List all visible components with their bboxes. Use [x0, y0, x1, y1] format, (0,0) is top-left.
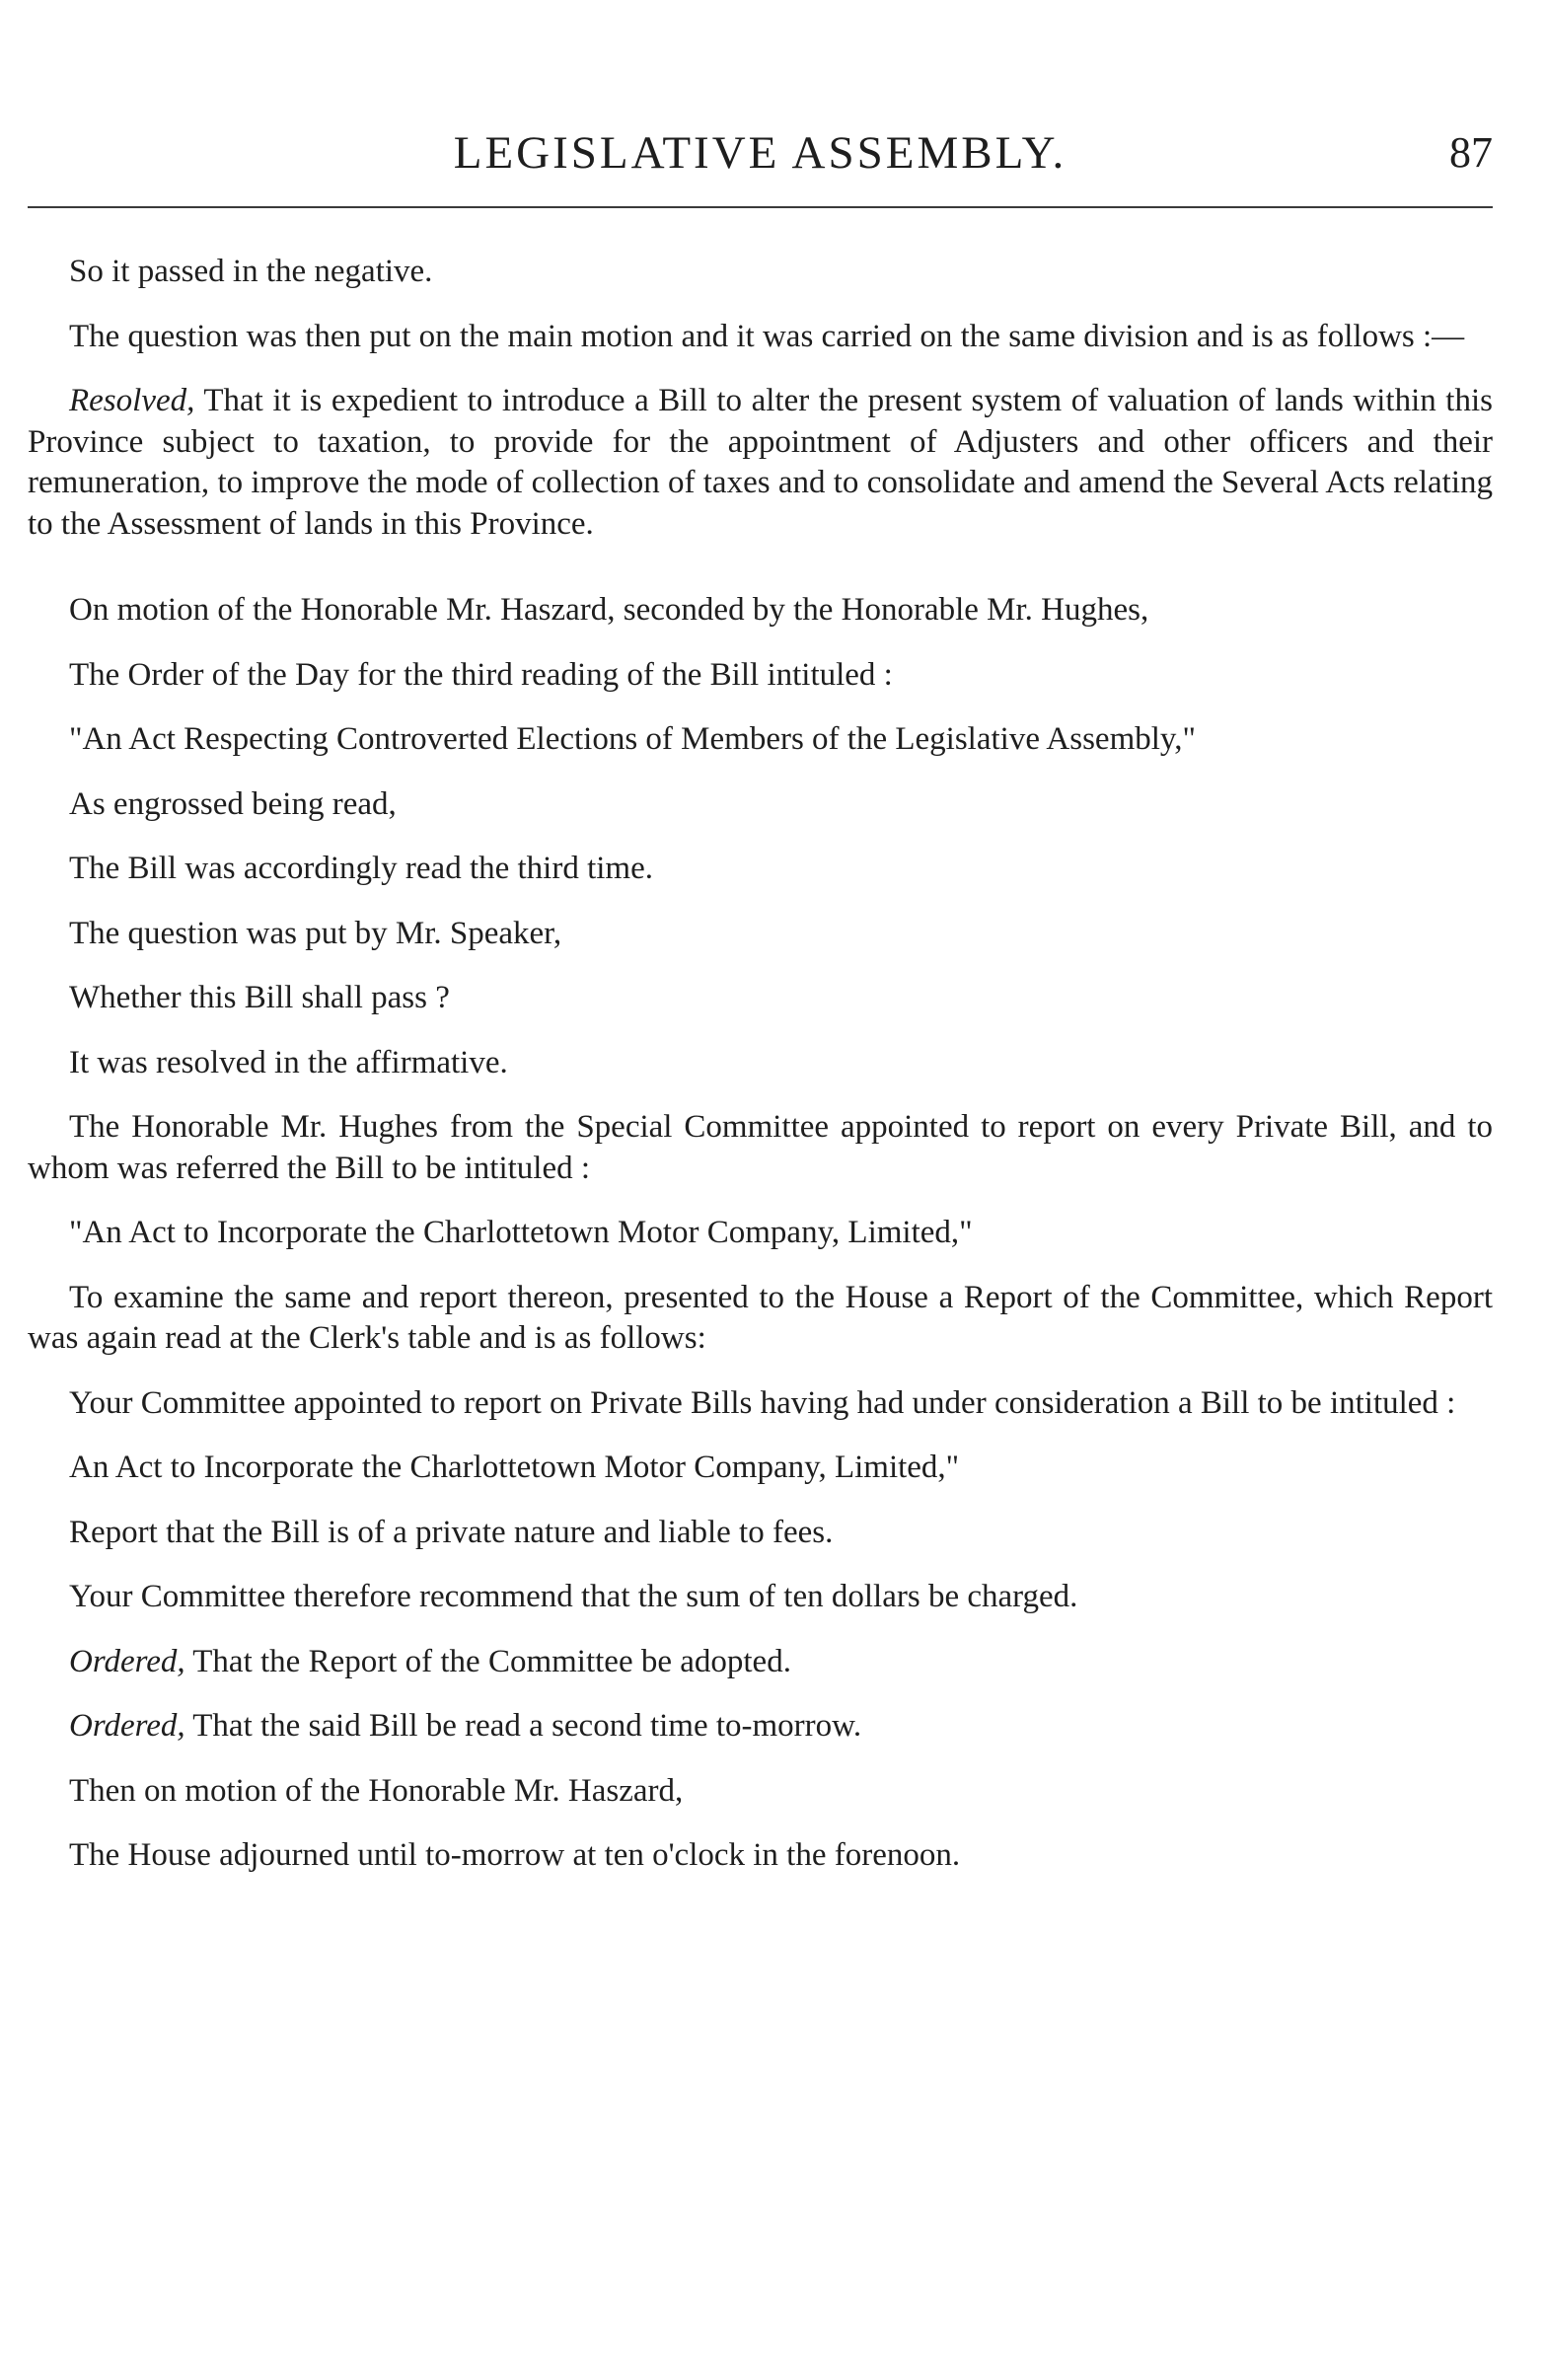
- paragraph: Then on motion of the Honorable Mr. Haszard,: [69, 1772, 684, 1809]
- paragraph: The Bill was accordingly read the third time.: [69, 851, 653, 886]
- paragraph: On motion of the Honorable Mr. Haszard, seconded by the Honorable Mr. Hughes,: [69, 592, 1149, 628]
- paragraph: Report that the Bill is of a private nature and liable to fees.: [69, 1514, 834, 1550]
- paragraph: Whether this Bill shall pass ?: [69, 980, 450, 1015]
- paragraph: The question was then put on the main motion and it was carried on the same division and is as follows :—: [69, 318, 1465, 354]
- paragraph: The House adjourned until to-morrow at ten o'clock in the forenoon.: [69, 1837, 961, 1873]
- paragraph: So it passed in the negative.: [69, 254, 433, 289]
- paragraph: To examine the same and report thereon, presented to the House a Report of the Committee, which Report was again read at the Clerk's table and is as follows:: [28, 1279, 1493, 1356]
- paragraph: Your Committee therefore recommend that the sum of ten dollars be charged.: [69, 1579, 1078, 1614]
- bill-title: An Act to Incorporate the Charlottetown Motor Company, Limited,": [69, 1450, 960, 1485]
- paragraph: Your Committee appointed to report on Private Bills having had under consideration a Bill to be intituled :: [69, 1384, 1456, 1421]
- paragraph: As engrossed being read,: [69, 785, 397, 822]
- paragraph: It was resolved in the affirmative.: [69, 1044, 508, 1080]
- header-rule: [28, 206, 1493, 208]
- order-paragraph: Ordered, That the said Bill be read a second time to-morrow.: [69, 1708, 862, 1744]
- page-header: [28, 118, 1493, 187]
- bill-title: "An Act to Incorporate the Charlottetown Motor Company, Limited,": [69, 1215, 973, 1250]
- resolution-paragraph: Resolved, That it is expedient to introduce a Bill to alter the present system of valuation of lands within this Province subject to taxation, to provide for the appointment of Adjusters and other officers and their remuneration, to improve the mode of collection of taxes and to consolidate and amend the Several Acts relating to the Assessment of lands in this Province.: [28, 383, 1493, 542]
- paragraph: The Order of the Day for the third reading of the Bill intituled :: [69, 656, 893, 693]
- page-title: LEGISLATIVE ASSEMBLY.: [453, 127, 1067, 179]
- bill-title: "An Act Respecting Controverted Elections of Members of the Legislative Assembly,": [69, 721, 1196, 757]
- paragraph: The Honorable Mr. Hughes from the Special Committee appointed to report on every Private Bill, and to whom was referred the Bill to be intituled :: [28, 1109, 1493, 1186]
- paragraph: The question was put by Mr. Speaker,: [69, 915, 562, 951]
- journal-body: [28, 252, 1493, 1900]
- order-paragraph: Ordered, That the Report of the Committee be adopted.: [69, 1643, 791, 1679]
- page-number: 87: [1449, 128, 1493, 177]
